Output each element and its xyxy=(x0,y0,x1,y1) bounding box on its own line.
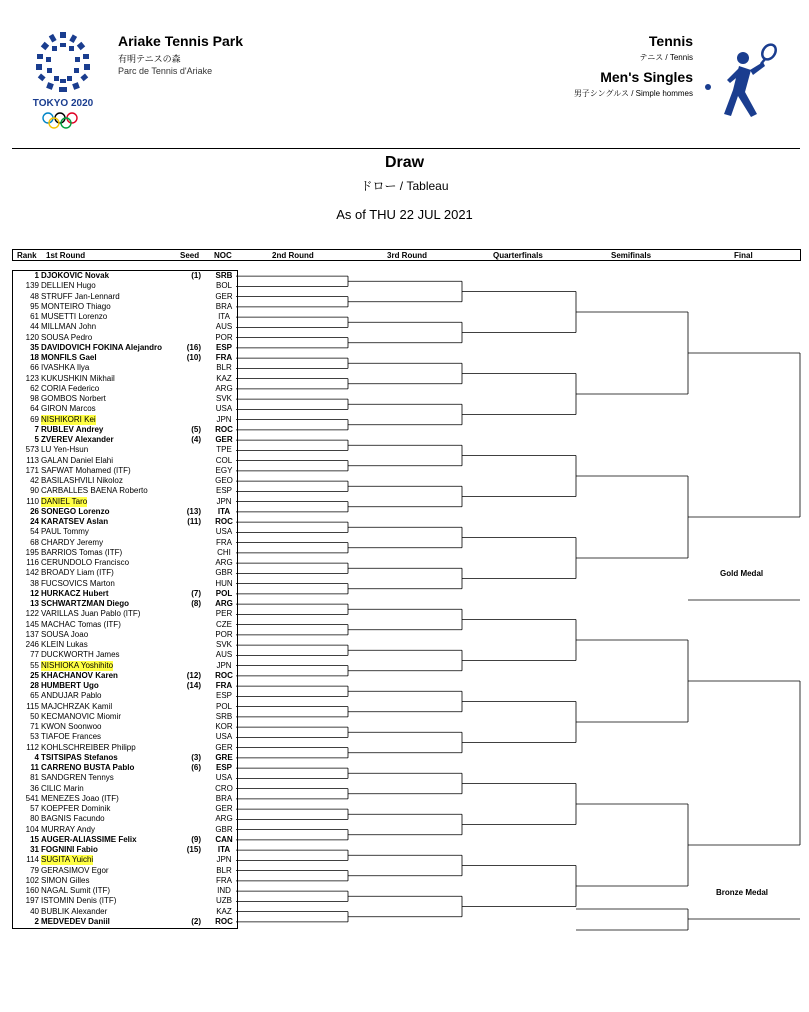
entry-rank: 15 xyxy=(30,834,39,844)
entry-rank: 114 xyxy=(26,855,39,865)
entry-name: CORIA Federico xyxy=(41,383,100,393)
entry-name: RUBLEV Andrey xyxy=(41,424,104,434)
entry-noc: ROC xyxy=(215,517,233,526)
entry-name: TSITSIPAS Stefanos xyxy=(41,752,118,762)
entry-rank: 98 xyxy=(30,394,39,403)
entry-noc: SVK xyxy=(215,394,232,403)
entry-rank: 54 xyxy=(30,527,39,537)
entry-rank: 142 xyxy=(25,568,39,578)
entry-seed: (3) xyxy=(191,752,201,762)
entry-rank: 13 xyxy=(30,599,39,608)
entry-noc: POR xyxy=(215,629,233,639)
entry-name: HURKACZ Hubert xyxy=(41,588,109,598)
entry-name: KECMANOVIC Miomir xyxy=(41,711,122,721)
entry-name: KHACHANOV Karen xyxy=(41,670,118,680)
entry-name: SOUSA Joao xyxy=(41,629,89,639)
entry-rank: 50 xyxy=(30,711,39,721)
entry-name: BASILASHVILI Nikoloz xyxy=(41,476,123,485)
entry-rank: 69 xyxy=(30,414,39,424)
entry-noc: ESP xyxy=(215,691,232,701)
entry-name: BARRIOS Tomas (ITF) xyxy=(41,547,123,557)
entry-noc: ARG xyxy=(215,599,233,608)
entry-noc: HUN xyxy=(215,578,233,588)
entry-noc: CHI xyxy=(217,547,231,557)
entry-noc: CRO xyxy=(215,783,233,793)
entry-noc: ARG xyxy=(215,814,233,824)
col-round2: 2nd Round xyxy=(272,251,314,260)
entry-seed: (1) xyxy=(191,271,201,280)
entry-noc: JPN xyxy=(216,660,232,670)
entry-rank: 71 xyxy=(30,722,39,731)
entry-noc: POL xyxy=(215,701,232,711)
entry-rank: 113 xyxy=(26,455,39,465)
entry-noc: FRA xyxy=(215,353,233,362)
entry-noc: AUS xyxy=(215,650,233,660)
entry-rank: 48 xyxy=(30,291,39,301)
entry-noc: COL xyxy=(215,455,233,465)
entry-noc: JPN xyxy=(216,496,232,506)
entry-name: GERASIMOV Egor xyxy=(41,865,109,875)
entry-rank: 11 xyxy=(30,763,39,772)
entry-noc: KAZ xyxy=(216,906,232,916)
entry-noc: ESP xyxy=(215,486,232,496)
entry-name: IVASHKA Ilya xyxy=(41,363,90,373)
entry-rank: 77 xyxy=(30,650,39,660)
entry-name: KOHLSCHREIBER Philipp xyxy=(41,742,136,752)
col-round1: 1st Round xyxy=(46,251,86,260)
entry-noc: ARG xyxy=(215,383,233,393)
entry-rank: 61 xyxy=(30,312,39,321)
entry-noc: POR xyxy=(215,332,233,342)
entry-seed: (6) xyxy=(191,763,201,772)
entry-name: MONTEIRO Thiago xyxy=(41,301,111,311)
col-seed: Seed xyxy=(180,251,200,260)
entry-noc: GBR xyxy=(215,824,233,834)
entry-rank: 4 xyxy=(34,752,39,762)
entry-rank: 137 xyxy=(25,629,39,639)
entry-name: ANDUJAR Pablo xyxy=(41,691,102,701)
entry-name: DANIEL Taro xyxy=(41,496,88,506)
entry-rank: 5 xyxy=(34,435,39,444)
entry-name: FOGNINI Fabio xyxy=(41,845,98,854)
entry-rank: 42 xyxy=(30,476,39,485)
entry-name: DJOKOVIC Novak xyxy=(41,271,110,280)
entry-noc: ROC xyxy=(215,424,233,434)
entry-noc: IND xyxy=(217,886,231,895)
entry-rank: 123 xyxy=(25,373,39,383)
event-subtitle: 男子シングルス / Simple hommes xyxy=(573,89,693,98)
entry-rank: 122 xyxy=(25,609,39,619)
entry-rank: 36 xyxy=(30,783,39,793)
col-round3: 3rd Round xyxy=(387,251,427,260)
entry-name: DELLIEN Hugo xyxy=(41,281,96,291)
entry-noc: TPE xyxy=(216,445,232,455)
entry-rank: 195 xyxy=(25,547,39,557)
entry-rank: 112 xyxy=(26,742,39,752)
entry-name: KOEPFER Dominik xyxy=(41,804,111,813)
entry-noc: KAZ xyxy=(216,373,232,383)
entry-rank: 171 xyxy=(25,465,39,475)
entry-name: STRUFF Jan-Lennard xyxy=(41,291,120,301)
entry-rank: 68 xyxy=(30,537,39,547)
entry-name: ISTOMIN Denis (ITF) xyxy=(41,896,117,906)
entry-seed: (7) xyxy=(191,588,201,598)
page-subtitle: ドロー / Tableau xyxy=(360,179,449,193)
entry-name: BUBLIK Alexander xyxy=(41,906,108,916)
entry-rank: 26 xyxy=(30,506,39,516)
entry-name: PAUL Tommy xyxy=(41,527,89,537)
entry-noc: USA xyxy=(215,773,233,783)
entry-rank: 53 xyxy=(30,732,39,742)
entry-seed: (11) xyxy=(187,517,201,526)
entry-name: MILLMAN John xyxy=(41,322,97,332)
entry-name: SUGITA Yuichi xyxy=(41,855,94,865)
entry-rank: 28 xyxy=(30,681,39,690)
entry-noc: JPN xyxy=(216,855,232,865)
entry-noc: BLR xyxy=(216,363,232,373)
entry-noc: USA xyxy=(215,732,233,742)
entry-noc: SRB xyxy=(215,711,233,721)
entry-noc: ESP xyxy=(215,342,232,352)
col-final: Final xyxy=(734,251,753,260)
entry-name: SAFWAT Mohamed (ITF) xyxy=(41,465,131,475)
entry-noc: SRB xyxy=(215,271,233,280)
entry-name: MONFILS Gael xyxy=(41,353,97,362)
col-semifinals: Semifinals xyxy=(611,251,652,260)
entry-seed: (8) xyxy=(191,599,201,608)
entry-name: MURRAY Andy xyxy=(41,824,95,834)
entry-name: FUCSOVICS Marton xyxy=(41,578,115,588)
entry-rank: 66 xyxy=(30,363,39,373)
entry-name: DAVIDOVICH FOKINA Alejandro xyxy=(41,342,163,352)
entry-noc: ITA xyxy=(218,312,230,321)
sport-subtitle: テニス / Tennis xyxy=(639,53,693,62)
entry-rank: 38 xyxy=(30,578,39,588)
entry-rank: 1 xyxy=(34,271,39,280)
entry-seed: (16) xyxy=(186,342,201,352)
entry-noc: ROC xyxy=(215,916,233,926)
entry-noc: UZB xyxy=(216,896,232,906)
bronze-medal-label: Bronze Medal xyxy=(716,888,769,897)
entry-seed: (10) xyxy=(186,353,201,362)
entry-noc: CAN xyxy=(215,834,233,844)
col-quarterfinals: Quarterfinals xyxy=(493,251,543,260)
entry-noc: GRE xyxy=(215,752,233,762)
entry-name: KARATSEV Aslan xyxy=(41,517,109,526)
entry-name: MEDVEDEV Daniil xyxy=(41,916,110,926)
entry-seed: (12) xyxy=(186,670,201,680)
entry-rank: 81 xyxy=(30,773,39,783)
entry-noc: GBR xyxy=(215,568,233,578)
entry-noc: GER xyxy=(215,742,233,752)
entry-rank: 102 xyxy=(25,875,39,885)
entry-rank: 2 xyxy=(34,916,39,926)
entry-noc: USA xyxy=(215,527,233,537)
entry-noc: USA xyxy=(215,404,233,414)
entry-name: AUGER-ALIASSIME Felix xyxy=(41,834,137,844)
col-rank: Rank xyxy=(17,251,37,260)
entry-noc: GER xyxy=(215,435,233,444)
entry-name: MUSETTI Lorenzo xyxy=(41,312,108,321)
entry-rank: 197 xyxy=(25,896,39,906)
entry-noc: ITA xyxy=(217,506,231,516)
entry-rank: 40 xyxy=(30,906,39,916)
entry-rank: 44 xyxy=(30,322,39,332)
entry-rank: 18 xyxy=(30,353,39,362)
event-title: Men's Singles xyxy=(600,69,693,85)
entry-rank: 246 xyxy=(25,640,39,649)
entry-rank: 80 xyxy=(30,814,39,824)
entry-rank: 24 xyxy=(30,517,39,526)
entry-noc: SVK xyxy=(215,640,232,649)
entry-name: TIAFOE Frances xyxy=(41,732,102,742)
entry-name: NISHIKORI Kei xyxy=(41,414,96,424)
entry-seed: (5) xyxy=(191,424,201,434)
entry-rank: 110 xyxy=(26,496,39,506)
entry-noc: ITA xyxy=(217,845,231,854)
entry-name: MENEZES Joao (ITF) xyxy=(41,793,119,803)
entry-seed: (14) xyxy=(186,681,201,690)
entry-name: CARBALLES BAENA Roberto xyxy=(41,486,148,496)
logo-text: TOKYO 2020 xyxy=(32,98,94,109)
entry-rank: 90 xyxy=(30,486,39,496)
entry-rank: 573 xyxy=(25,445,39,455)
entry-rank: 31 xyxy=(30,845,39,854)
entry-name: GOMBOS Norbert xyxy=(41,394,106,403)
entry-noc: PER xyxy=(215,609,233,619)
entry-seed: (9) xyxy=(191,834,201,844)
entry-noc: GER xyxy=(215,291,233,301)
entry-noc: BRA xyxy=(215,301,233,311)
entry-noc: BOL xyxy=(215,281,232,291)
entry-rank: 160 xyxy=(25,886,39,895)
entry-name: BROADY Liam (ITF) xyxy=(41,568,114,578)
entry-noc: FRA xyxy=(216,875,232,885)
entry-rank: 12 xyxy=(30,588,39,598)
entry-name: CILIC Marin xyxy=(41,783,84,793)
entry-name: CERUNDOLO Francisco xyxy=(41,558,130,567)
entry-name: MAJCHRZAK Kamil xyxy=(41,701,113,711)
entry-rank: 65 xyxy=(30,691,39,701)
entry-noc: ROC xyxy=(215,670,233,680)
entry-name: GIRON Marcos xyxy=(41,404,96,414)
entry-rank: 145 xyxy=(25,619,39,629)
as-of-date: As of THU 22 JUL 2021 xyxy=(336,207,473,222)
page-title: Draw xyxy=(384,154,425,171)
entry-noc: FRA xyxy=(216,537,232,547)
venue-title-fr: Parc de Tennis d'Ariake xyxy=(118,66,213,76)
entry-rank: 7 xyxy=(34,424,39,434)
entry-noc: GER xyxy=(215,804,233,813)
entry-name: BAGNIS Facundo xyxy=(41,814,105,824)
entry-name: SCHWARTZMAN Diego xyxy=(41,599,129,608)
entry-name: NISHIOKA Yoshihito xyxy=(41,660,114,670)
entry-name: SIMON Gilles xyxy=(41,875,90,885)
entry-noc: POL xyxy=(215,588,233,598)
venue-title: Ariake Tennis Park xyxy=(118,33,244,49)
entry-name: GALAN Daniel Elahi xyxy=(41,455,114,465)
entry-seed: (15) xyxy=(186,845,201,854)
entry-name: SOUSA Pedro xyxy=(41,332,93,342)
entry-rank: 95 xyxy=(30,301,39,311)
entry-name: VARILLAS Juan Pablo (ITF) xyxy=(41,609,141,619)
entry-rank: 55 xyxy=(30,660,39,670)
entry-noc: EGY xyxy=(215,465,233,475)
entry-seed: (2) xyxy=(191,916,201,926)
entry-noc: GEO xyxy=(215,476,233,485)
entry-name: MACHAC Tomas (ITF) xyxy=(41,619,121,629)
entry-seed: (4) xyxy=(191,435,201,444)
entry-noc: KOR xyxy=(215,722,233,731)
entry-name: HUMBERT Ugo xyxy=(41,681,99,690)
entry-name: SANDGREN Tennys xyxy=(41,773,114,783)
entry-name: DUCKWORTH James xyxy=(41,650,120,660)
entry-noc: BLR xyxy=(216,865,232,875)
entry-name: CARRENO BUSTA Pablo xyxy=(41,763,135,772)
entry-noc: BRA xyxy=(215,793,233,803)
entry-noc: AUS xyxy=(215,322,233,332)
entry-rank: 79 xyxy=(30,865,39,875)
entry-noc: ARG xyxy=(215,558,233,567)
entry-name: ZVEREV Alexander xyxy=(41,435,114,444)
gold-medal-label: Gold Medal xyxy=(720,569,764,578)
entry-noc: JPN xyxy=(216,414,232,424)
entry-rank: 116 xyxy=(26,558,39,567)
entry-rank: 104 xyxy=(25,824,39,834)
entry-rank: 541 xyxy=(25,793,39,803)
entry-noc: CZE xyxy=(216,619,232,629)
entry-rank: 62 xyxy=(30,383,39,393)
entry-name: NAGAL Sumit (ITF) xyxy=(41,886,111,895)
entry-rank: 120 xyxy=(25,332,39,342)
entry-name: KLEIN Lukas xyxy=(41,640,88,649)
col-noc: NOC xyxy=(214,251,232,260)
entry-rank: 25 xyxy=(30,670,39,680)
entry-name: CHARDY Jeremy xyxy=(41,537,104,547)
entry-name: KWON Soonwoo xyxy=(41,722,102,731)
entry-rank: 57 xyxy=(30,804,39,813)
entry-rank: 139 xyxy=(25,281,39,291)
venue-title-jp: 有明テニスの森 xyxy=(118,54,181,64)
sport-title: Tennis xyxy=(648,33,693,49)
entry-noc: FRA xyxy=(215,681,233,690)
entry-name: LU Yen-Hsun xyxy=(41,445,89,455)
entry-seed: (13) xyxy=(186,506,201,516)
entry-rank: 35 xyxy=(30,342,39,352)
entry-noc: ESP xyxy=(215,763,232,772)
entry-name: KUKUSHKIN Mikhail xyxy=(41,373,115,383)
entry-rank: 115 xyxy=(26,701,39,711)
entry-name: SONEGO Lorenzo xyxy=(41,506,110,516)
entry-rank: 64 xyxy=(30,404,39,414)
